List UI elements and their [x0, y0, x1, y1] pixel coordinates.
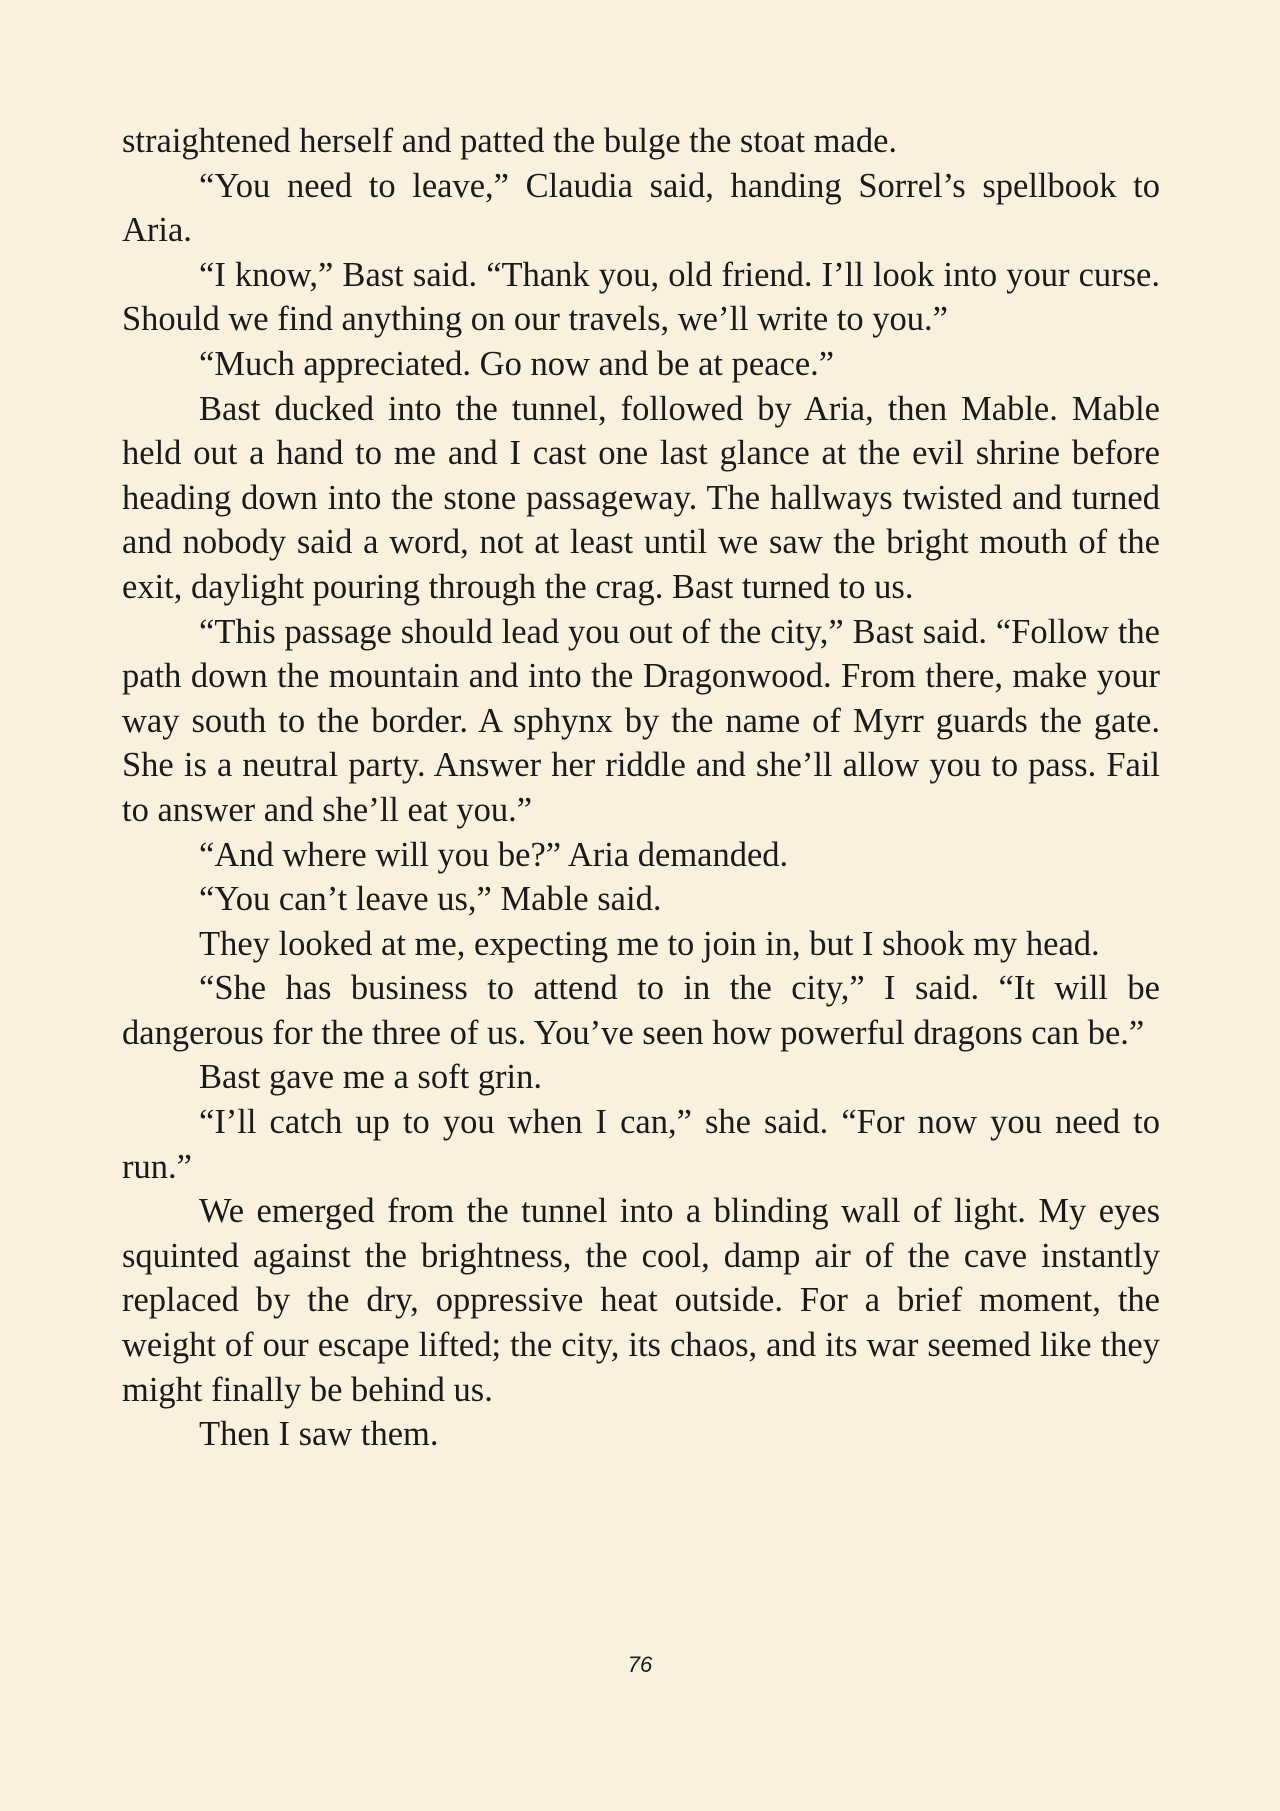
paragraph: “I’ll catch up to you when I can,” she said. “For now you need to run.”	[122, 1103, 1160, 1186]
paragraph: “I know,” Bast said. “Thank you, old friend. I’ll look into your curse. Should we find anything on our travels, we’ll write to you.”	[122, 255, 1160, 339]
page-number: 76	[627, 1652, 653, 1677]
paragraph: Then I saw them.	[199, 1415, 439, 1454]
paragraph: Bast gave me a soft grin.	[199, 1058, 542, 1097]
paragraph: “Much appreciated. Go now and be at peace.”	[199, 344, 835, 383]
paragraph: Bast ducked into the tunnel, followed by Aria, then Mable. Mable held out a hand to me and I cast one last glance at the evil shrine before heading down into the stone passageway. The hallways twisted and turned and nobody said a word, not at least until we saw the bright mouth of the exit, daylight pouring through the crag. Bast turned to us.	[122, 389, 1160, 606]
paragraph: We emerged from the tunnel into a blinding wall of light. My eyes squinted against the brightness, the cool, damp air of the cave instantly replaced by the dry, oppressive heat outside. For a brief moment, the weight of our escape lifted; the city, its chaos, and its war seemed like they might finally be behind us.	[122, 1192, 1160, 1409]
paragraph: “You can’t leave us,” Mable said.	[199, 880, 662, 919]
paragraph: “She has business to attend to in the city,” I said. “It will be dangerous for the three of us. You’ve seen how powerful dragons can be.”	[122, 969, 1160, 1052]
paragraph: They looked at me, expecting me to join in, but I shook my head.	[199, 924, 1100, 963]
body-text	[122, 119, 1160, 1457]
paragraph: “This passage should lead you out of the city,” Bast said. “Follow the path down the mountain and into the Dragonwood. From there, make your way south to the border. A sphynx by the name of Myrr guards the gate. She is a neutral party. Answer her riddle and she’ll allow you to pass. Fail to answer and she’ll eat you.”	[122, 612, 1160, 829]
paragraph: “You need to leave,” Claudia said, handing Sorrel’s spellbook to Aria.	[122, 166, 1160, 250]
paragraph: “And where will you be?” Aria demanded.	[199, 835, 789, 874]
paragraph: straightened herself and patted the bulge the stoat made.	[122, 122, 898, 160]
